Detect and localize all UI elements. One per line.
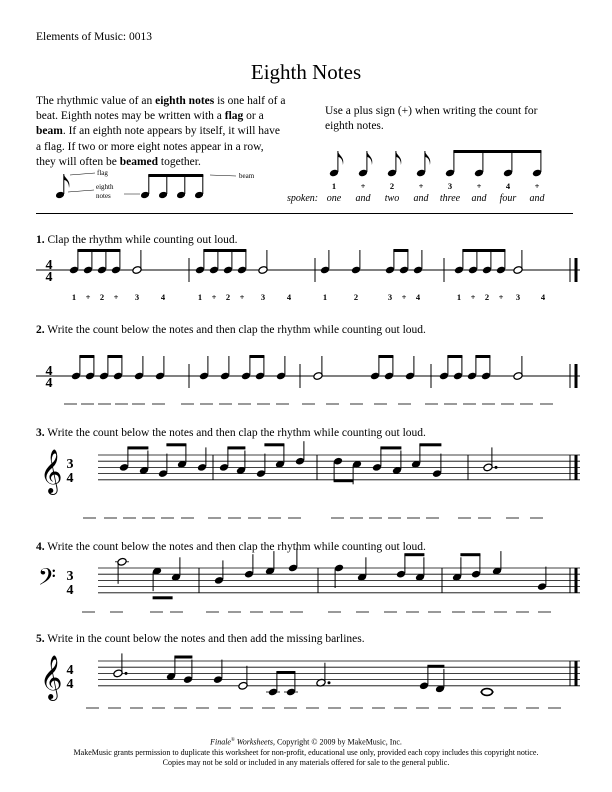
question-number: 4. (36, 541, 45, 553)
question-number: 3. (36, 427, 45, 439)
footer-line-2: MakeMusic grants permission to duplicate this worksheet for non-profit, educational use only, provided each copy includes this copyright notice. (73, 747, 539, 757)
beam (127, 446, 148, 449)
spoken-word: and (529, 193, 545, 204)
count-label: 2 (353, 292, 359, 302)
beam (203, 249, 246, 252)
dot (125, 672, 128, 675)
time-sig-top: 3 (66, 569, 74, 584)
spoken-word: and (471, 193, 487, 204)
time-sig-top: 4 (45, 258, 53, 273)
beam (249, 355, 264, 358)
count-label: 3 (387, 292, 393, 302)
spoken-word: four (499, 193, 517, 204)
beam (334, 479, 354, 482)
beam (462, 249, 505, 252)
whole-note (482, 689, 493, 696)
bass-clef-icon: 𝄢 (38, 565, 57, 596)
count-label: 1 (71, 292, 77, 302)
time-sig-top: 4 (66, 663, 74, 678)
beam (404, 553, 424, 556)
term-eighth-notes: eighth notes (155, 95, 215, 107)
term-flag: flag (224, 110, 244, 123)
count-label: 4 (540, 292, 546, 302)
spoken-label: spoken: (287, 193, 319, 204)
treble-clef-icon: 𝄞 (40, 657, 63, 699)
term-beamed: beamed (119, 155, 159, 168)
label-flag: flag (97, 169, 108, 177)
count-label: 2 (484, 292, 490, 302)
footer-line-1 (0, 736, 612, 748)
beam (380, 446, 401, 449)
beam (419, 443, 441, 446)
page-title: Eighth Notes (250, 60, 362, 84)
treble-staff-q5 (40, 656, 580, 701)
question-number: 2. (36, 324, 45, 336)
time-sig-bottom: 4 (45, 270, 53, 285)
beam (276, 671, 295, 674)
time-sig-top: 4 (45, 364, 53, 379)
count-label: + (470, 292, 476, 302)
count-label: + (85, 292, 91, 302)
question-text: Clap the rhythm while counting out loud. (47, 234, 238, 246)
count-label: 2 (99, 292, 105, 302)
beam (166, 443, 186, 446)
spoken-word: two (384, 193, 400, 204)
beam (153, 596, 173, 599)
footer-reg: ® (230, 738, 235, 743)
count-label: 1 (322, 292, 328, 302)
count-label: 3 (260, 292, 266, 302)
intro-text: together. (158, 155, 201, 168)
count-label: + (239, 292, 245, 302)
intro-text: . If an eighth note appears by itself, it will have a flag. If two or more eight notes appear in a row, they will often be (36, 125, 281, 168)
beam (77, 249, 120, 252)
question-text: Write the count below the notes and then clap the rhythm while counting out loud. (47, 324, 426, 336)
time-sig-bottom: 4 (66, 471, 74, 486)
count-label: + (418, 181, 424, 191)
count-label: 4 (505, 181, 511, 191)
count-label: 1 (331, 181, 337, 191)
question-text: Write the count below the notes and then clap the rhythm while counting out loud. (47, 427, 426, 439)
copyright-footer (0, 736, 612, 768)
beam (378, 355, 393, 358)
beam (447, 355, 462, 358)
q1-counts (72, 292, 546, 302)
dot (495, 466, 498, 469)
label-beam: beam (239, 172, 255, 180)
beam (475, 355, 490, 358)
count-label: 2 (225, 292, 231, 302)
intro-text: is one half of a beat. Eighth notes may be written with a (36, 95, 286, 123)
question-number: 1. (36, 234, 45, 246)
time-sig-bottom: 4 (66, 677, 74, 692)
intro-text: The rhythmic value of an (36, 95, 156, 107)
count-label: 4 (415, 292, 421, 302)
question-text: Write the count below the notes and then clap the rhythm while counting out loud. (47, 541, 426, 553)
count-label: + (211, 292, 217, 302)
label-notes: notes (96, 192, 111, 200)
plus-sign-instruction: Use a plus sign (+) when writing the count for eighth notes. (325, 105, 538, 133)
count-label: 3 (515, 292, 521, 302)
spoken-word: and (355, 193, 371, 204)
count-label: 2 (389, 181, 395, 191)
count-label: 4 (160, 292, 166, 302)
treble-staff-q3 (40, 450, 580, 495)
count-label: 3 (134, 292, 140, 302)
beam (174, 656, 192, 659)
footer-worksheets: Worksheets (234, 737, 273, 747)
beam (107, 355, 122, 358)
count-label: + (476, 181, 482, 191)
question-text: Write in the count below the notes and then add the missing barlines. (47, 633, 365, 645)
count-label: 4 (286, 292, 292, 302)
label-eighth: eighth (96, 183, 114, 191)
beam (264, 443, 284, 446)
beam (79, 355, 94, 358)
spoken-word: and (413, 193, 429, 204)
intro-text: or a (243, 110, 264, 123)
count-label: + (360, 181, 366, 191)
beam (227, 446, 245, 449)
count-label: 3 (447, 181, 453, 191)
count-label: + (498, 292, 504, 302)
beam (393, 249, 408, 252)
question-number: 5. (36, 633, 45, 645)
treble-clef-icon: 𝄞 (40, 451, 63, 493)
notes-layer (66, 249, 576, 696)
count-label: + (113, 292, 119, 302)
count-label: 1 (197, 292, 203, 302)
footer-line-3: Copies may not be sold or included in any materials offered for sale to the general public. (162, 757, 450, 767)
time-sig-top: 3 (66, 457, 74, 472)
worksheet-id: Elements of Music: 0013 (36, 31, 152, 43)
spoken-word: three (439, 193, 461, 204)
time-sig-bottom: 4 (66, 583, 74, 598)
beam (460, 553, 480, 556)
beam (427, 665, 444, 668)
footer-finale: Finale (210, 737, 231, 747)
count-label: 1 (456, 292, 462, 302)
count-label: + (401, 292, 407, 302)
term-beam: beam (36, 125, 63, 138)
count-label: + (534, 181, 540, 191)
time-sig-bottom: 4 (45, 376, 53, 391)
answer-blanks (64, 404, 561, 708)
dot (328, 681, 331, 684)
footer-copyright: , Copyright © 2009 by MakeMusic, Inc. (272, 737, 402, 747)
spoken-word: one (326, 193, 342, 204)
